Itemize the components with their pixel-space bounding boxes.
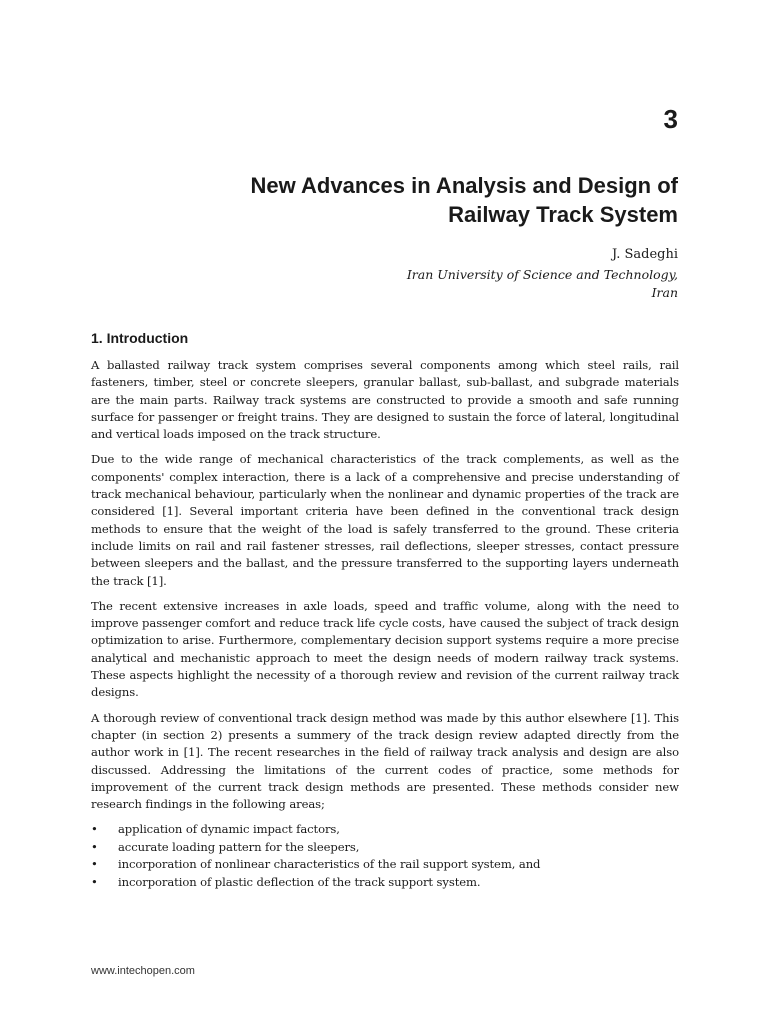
author-name: J. Sadeghi: [612, 247, 678, 262]
paragraph-1: A ballasted railway track system comprises several components among which steel rails, rail fasteners, timber, steel or concrete sleepers, granular ballast, sub-ballast, and subgrade materials are the main parts. Railway track systems are constructed to provide a smooth and safe running surface for passenger or freight trains. They are designed to sustain the force of lateral, longitudinal and vertical loads imposed on the track structure.: [91, 358, 679, 442]
bullet-item: • application of dynamic impact factors,: [91, 821, 679, 839]
footer-url: www.intechopen.com: [91, 965, 195, 977]
affiliation-line-2: Iran: [651, 285, 678, 300]
bullet-item: • incorporation of plastic deflection of the track support system.: [91, 874, 679, 892]
chapter-title: [118, 171, 678, 229]
affiliation-line-1: Iran University of Science and Technology,: [406, 267, 678, 282]
paragraph-2: Due to the wide range of mechanical characteristics of the track complements, as well as the components' complex interaction, there is a lack of a comprehensive and precise understanding of track mechanical behaviour, particularly when the nonlinear and dynamic properties of the track are considered [1]. Several important criteria have been defined in the conventional track design methods to ensure that the weight of the load is safely transferred to the ground. These criteria include limits on rail and rail fastener stresses, rail deflections, sleeper stresses, contact pressure between sleepers and the ballast, and the pressure transferred to the supporting layers underneath the track [1].: [91, 452, 679, 588]
paragraph-3: The recent extensive increases in axle loads, speed and traffic volume, along with the need to improve passenger comfort and reduce track life cycle costs, have caused the subject of track design optimization to arise. Furthermore, complementary decision support systems require a more precise analytical and mechanistic approach to meet the design needs of modern railway track systems. These aspects highlight the necessity of a thorough review and revision of the current railway track designs.: [91, 598, 679, 700]
chapter-number: 3: [663, 104, 678, 134]
author-affiliation: [348, 266, 678, 302]
paragraph-4: A thorough review of conventional track design method was made by this author elsewhere [1]. This chapter (in section 2) presents a summery of the track design review adapted directly from the author work in [1]. The recent researches in the field of railway track analysis and design are also discussed. Addressing the limitations of the current codes of practice, some methods for improvement of the current track design methods are presented. These methods consider new research findings in the following areas;: [91, 710, 679, 812]
section-body: [91, 357, 679, 891]
chapter-title-line-2: Railway Track System: [448, 202, 678, 227]
bullet-list: [91, 821, 679, 891]
bullet-item: • incorporation of nonlinear characteristics of the rail support system, and: [91, 856, 679, 874]
chapter-title-line-1: New Advances in Analysis and Design of: [250, 173, 678, 198]
bullet-item: • accurate loading pattern for the sleepers,: [91, 839, 679, 857]
section-heading: 1. Introduction: [91, 330, 189, 346]
